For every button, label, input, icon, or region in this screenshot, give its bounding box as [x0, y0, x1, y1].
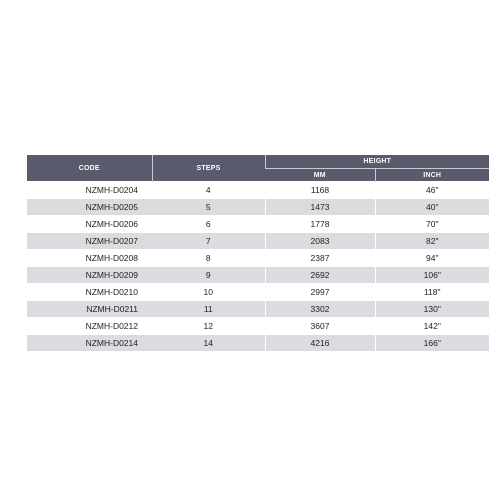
table-row [27, 267, 489, 284]
code-cell: NZMH-D0214 [27, 335, 152, 352]
inch-cell: 70" [375, 216, 489, 233]
spec-table [27, 155, 489, 351]
header-code: CODE [27, 155, 152, 182]
steps-cell: 6 [152, 216, 265, 233]
table-row [27, 216, 489, 233]
table-row [27, 250, 489, 267]
steps-cell: 9 [152, 267, 265, 284]
inch-cell: 82" [375, 233, 489, 250]
mm-cell: 2997 [265, 284, 375, 301]
table-row [27, 199, 489, 216]
inch-cell: 40" [375, 199, 489, 216]
mm-cell: 1473 [265, 199, 375, 216]
steps-cell: 11 [152, 301, 265, 318]
header-mm: MM [265, 169, 375, 182]
header-steps: STEPS [152, 155, 265, 182]
inch-cell: 106" [375, 267, 489, 284]
code-cell: NZMH-D0206 [27, 216, 152, 233]
code-cell: NZMH-D0207 [27, 233, 152, 250]
mm-cell: 2083 [265, 233, 375, 250]
steps-cell: 10 [152, 284, 265, 301]
steps-cell: 14 [152, 335, 265, 352]
header-row-top [27, 155, 489, 169]
header-inch: INCH [375, 169, 489, 182]
table-row [27, 335, 489, 352]
mm-cell: 3302 [265, 301, 375, 318]
mm-cell: 1778 [265, 216, 375, 233]
code-cell: NZMH-D0211 [27, 301, 152, 318]
mm-cell: 4216 [265, 335, 375, 352]
inch-cell: 118" [375, 284, 489, 301]
steps-cell: 7 [152, 233, 265, 250]
code-cell: NZMH-D0204 [27, 182, 152, 199]
code-cell: NZMH-D0209 [27, 267, 152, 284]
code-cell: NZMH-D0205 [27, 199, 152, 216]
table-row [27, 284, 489, 301]
table-row [27, 318, 489, 335]
mm-cell: 1168 [265, 182, 375, 199]
steps-cell: 5 [152, 199, 265, 216]
code-cell: NZMH-D0210 [27, 284, 152, 301]
inch-cell: 142" [375, 318, 489, 335]
header-height: HEIGHT [265, 155, 489, 169]
steps-cell: 8 [152, 250, 265, 267]
mm-cell: 2692 [265, 267, 375, 284]
inch-cell: 130" [375, 301, 489, 318]
mm-cell: 3607 [265, 318, 375, 335]
table-row [27, 233, 489, 250]
inch-cell: 166" [375, 335, 489, 352]
steps-cell: 4 [152, 182, 265, 199]
table-body [27, 182, 489, 352]
table-row [27, 182, 489, 199]
inch-cell: 94" [375, 250, 489, 267]
table-header [27, 155, 489, 182]
code-cell: NZMH-D0212 [27, 318, 152, 335]
table-row [27, 301, 489, 318]
steps-cell: 12 [152, 318, 265, 335]
inch-cell: 46" [375, 182, 489, 199]
mm-cell: 2387 [265, 250, 375, 267]
code-cell: NZMH-D0208 [27, 250, 152, 267]
